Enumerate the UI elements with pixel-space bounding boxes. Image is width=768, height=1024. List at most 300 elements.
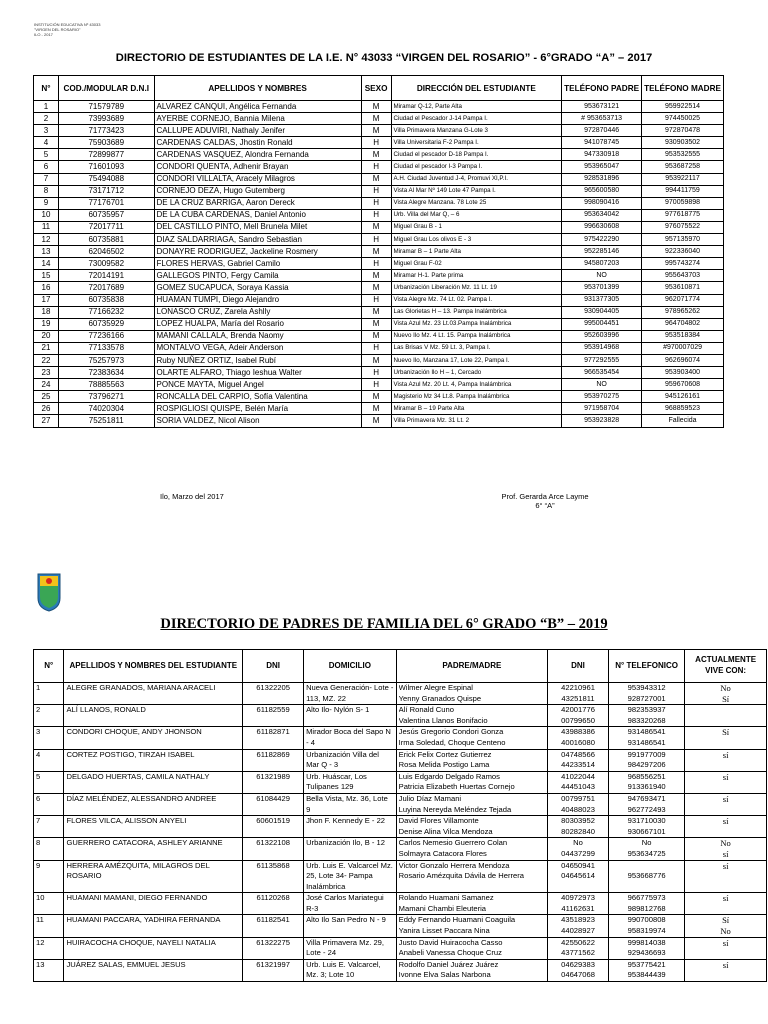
lives-with-cell bbox=[685, 937, 767, 959]
page2-title: DIRECTORIO DE PADRES DE FAMILIA DEL 6° GRADO “B” – 2019 bbox=[160, 616, 608, 632]
parent-dni-cell bbox=[548, 727, 609, 749]
parent-dni-cell bbox=[548, 816, 609, 838]
parent-dni: 43251811 bbox=[561, 693, 595, 703]
table-cell: NO bbox=[562, 379, 642, 391]
lives-with-cell bbox=[685, 893, 767, 915]
parent-name: Ivonne Elva Salas Narbona bbox=[398, 970, 491, 980]
student-dni: 61120268 bbox=[243, 893, 304, 915]
student-dni: 60601519 bbox=[243, 816, 304, 838]
table-cell: 25 bbox=[34, 391, 59, 403]
table-cell: 75251811 bbox=[58, 415, 154, 427]
table-cell: DEL CASTILLO PINTO, Mell Brunela Milet bbox=[154, 221, 361, 233]
row-number: 5 bbox=[34, 771, 64, 793]
column-header: N° TELEFONICO bbox=[609, 650, 685, 683]
table-row bbox=[34, 125, 724, 137]
header-line: ILO - 2017 bbox=[34, 32, 53, 37]
row-number: 6 bbox=[34, 793, 64, 815]
table-cell: ROSPIGLIOSI QUISPE, Belén María bbox=[154, 403, 361, 415]
table-cell: Miguel Grau F-02 bbox=[391, 258, 562, 270]
parent-dni: 41162631 bbox=[561, 903, 595, 913]
table-cell: CONDORI VILLALTA, Aracely Milagros bbox=[154, 173, 361, 185]
student-dni: 61182541 bbox=[243, 915, 304, 937]
table-cell: M bbox=[361, 282, 391, 294]
table-cell: 21 bbox=[34, 342, 59, 354]
table-cell: # 953653713 bbox=[562, 113, 642, 125]
phone-number: 966775973 bbox=[627, 893, 666, 903]
address: Urb. Luis E. Valcarcel, Mz. 3; Lote 10 bbox=[304, 959, 397, 981]
phone-number: 983320268 bbox=[627, 715, 666, 725]
parent-dni: 44028927 bbox=[561, 926, 595, 936]
table-cell: 998090416 bbox=[562, 197, 642, 209]
header-line: "VIRGEN DEL ROSARIO" bbox=[34, 27, 81, 32]
table-cell: H bbox=[361, 234, 391, 246]
table-cell: Vista Al Mar Nº 149 Lote 47 Pampa I. bbox=[391, 185, 562, 197]
column-header: DNI bbox=[243, 650, 304, 683]
table-cell: 945807203 bbox=[562, 258, 642, 270]
student-dni: 61084429 bbox=[243, 793, 304, 815]
row-number: 9 bbox=[34, 860, 64, 893]
column-header: N° bbox=[34, 650, 64, 683]
lives-with bbox=[687, 760, 764, 771]
row-number: 4 bbox=[34, 749, 64, 771]
table-cell: M bbox=[361, 221, 391, 233]
table-cell: Nuevo Ilo, Manzana 17, Lote 22, Pampa I. bbox=[391, 354, 562, 366]
lives-with: sí bbox=[722, 937, 729, 948]
address: Urbanización Villa del Mar Q - 3 bbox=[304, 749, 397, 771]
table-cell: 26 bbox=[34, 403, 59, 415]
table-cell: 77236166 bbox=[58, 330, 154, 342]
table-cell: 6 bbox=[34, 161, 59, 173]
parent-dni-cell bbox=[548, 771, 609, 793]
table-header-row bbox=[34, 650, 767, 683]
row-number: 7 bbox=[34, 816, 64, 838]
column-header: TELÉFONO MADRE bbox=[642, 76, 724, 101]
table-cell: M bbox=[361, 149, 391, 161]
phone-number: 931486541 bbox=[627, 737, 666, 747]
table-cell: 74020304 bbox=[58, 403, 154, 415]
table-cell: 72017711 bbox=[58, 221, 154, 233]
phone-number-cell bbox=[609, 915, 685, 937]
table-cell: 75494088 bbox=[58, 173, 154, 185]
lives-with-cell bbox=[685, 749, 767, 771]
table-row bbox=[34, 282, 724, 294]
table-row bbox=[34, 161, 724, 173]
lives-with bbox=[687, 871, 764, 882]
address: José Carlos Mariategui R-3 bbox=[304, 893, 397, 915]
page1-title: DIRECTORIO DE ESTUDIANTES DE LA I.E. N° 43033 “VIRGEN DEL ROSARIO” - 6°GRADO “A” – 2017 bbox=[115, 52, 653, 64]
parent-dni: 40016080 bbox=[561, 737, 595, 747]
row-number: 10 bbox=[34, 893, 64, 915]
table-cell: 72383634 bbox=[58, 367, 154, 379]
parent-name-cell bbox=[396, 893, 547, 915]
table-cell: 931377305 bbox=[562, 294, 642, 306]
table-cell: 71579789 bbox=[58, 101, 154, 113]
lives-with: sí bbox=[722, 959, 729, 970]
parent-name-cell bbox=[396, 816, 547, 838]
table-cell: 970059898 bbox=[642, 197, 724, 209]
lives-with-cell bbox=[685, 816, 767, 838]
parent-name: Wilmer Alegre Espinal bbox=[398, 683, 473, 692]
table-cell: NO bbox=[562, 270, 642, 282]
table-cell: 977292555 bbox=[562, 354, 642, 366]
table-cell: H bbox=[361, 258, 391, 270]
lives-with-cell bbox=[685, 771, 767, 793]
table-cell: 953970275 bbox=[562, 391, 642, 403]
table-cell: 977618775 bbox=[642, 209, 724, 221]
lives-with: sí bbox=[722, 749, 729, 760]
table-cell: 953914968 bbox=[562, 342, 642, 354]
student-name: HUAMANI PACCARA, YADHIRA FERNANDA bbox=[64, 915, 243, 937]
parent-dni: No bbox=[573, 838, 583, 848]
table-cell: MONTALVO VEGA, Adeir Anderson bbox=[154, 342, 361, 354]
table-cell: 957135970 bbox=[642, 234, 724, 246]
table-row bbox=[34, 727, 767, 749]
table-cell: Miguel Grau Los olivos E - 3 bbox=[391, 234, 562, 246]
table-cell: CORNEJO DEZA, Hugo Gutemberg bbox=[154, 185, 361, 197]
table-cell: Miramar Q-12, Parte Alta bbox=[391, 101, 562, 113]
phone-number bbox=[611, 861, 682, 872]
row-number: 1 bbox=[34, 683, 64, 705]
table-cell: 73009582 bbox=[58, 258, 154, 270]
phone-number-cell bbox=[609, 838, 685, 860]
phone-number-cell bbox=[609, 816, 685, 838]
phone-number-cell bbox=[609, 959, 685, 981]
table-header-row bbox=[34, 76, 724, 101]
table-cell: 952603996 bbox=[562, 330, 642, 342]
parent-dni: 04629383 bbox=[561, 959, 595, 969]
lives-with bbox=[687, 716, 764, 727]
parent-name-cell bbox=[396, 771, 547, 793]
table-cell: 1 bbox=[34, 101, 59, 113]
parent-dni: 40972973 bbox=[561, 893, 595, 903]
row-number: 2 bbox=[34, 705, 64, 727]
table-row bbox=[34, 185, 724, 197]
table-cell: M bbox=[361, 270, 391, 282]
lives-with: sí bbox=[722, 860, 729, 871]
place-date: Ilo, Marzo del 2017 bbox=[160, 492, 224, 501]
address: Alto Ilo San Pedro N - 9 bbox=[304, 915, 397, 937]
table-cell: 995743274 bbox=[642, 258, 724, 270]
lives-with-cell bbox=[685, 705, 767, 727]
table-cell: M bbox=[361, 113, 391, 125]
table-row bbox=[34, 937, 767, 959]
table-cell: M bbox=[361, 246, 391, 258]
row-number: 3 bbox=[34, 727, 64, 749]
table-cell: 953701399 bbox=[562, 282, 642, 294]
table-row bbox=[34, 354, 724, 366]
table-row bbox=[34, 367, 724, 379]
lives-with-cell bbox=[685, 959, 767, 981]
table-cell: 20 bbox=[34, 330, 59, 342]
parent-name: Julio Díaz Mamani bbox=[398, 793, 462, 803]
address: Mirador Boca del Sapo N - 4 bbox=[304, 727, 397, 749]
table-cell: H bbox=[361, 367, 391, 379]
table-cell: Villa Primavera Mz. 31 Lt. 2 bbox=[391, 415, 562, 427]
parent-name: Rodolfo Daniel Juárez Juárez bbox=[398, 959, 499, 969]
table-cell: 24 bbox=[34, 379, 59, 391]
table-cell: 78885563 bbox=[58, 379, 154, 391]
phone-number: 968556251 bbox=[627, 771, 666, 781]
parent-name: Mamani Chambi Eleuteria bbox=[398, 903, 487, 913]
table-cell: 71773423 bbox=[58, 125, 154, 137]
phone-number-cell bbox=[609, 705, 685, 727]
parent-name: Luis Edgardo Delgado Ramos bbox=[398, 771, 500, 781]
lives-with: sí bbox=[722, 771, 729, 782]
phone-number: 990700808 bbox=[627, 915, 666, 925]
parent-name: Rosa Melida Postigo Lama bbox=[398, 760, 490, 770]
table-cell: 964704802 bbox=[642, 318, 724, 330]
phone-number-cell bbox=[609, 893, 685, 915]
table-cell: H bbox=[361, 161, 391, 173]
phone-number-cell bbox=[609, 727, 685, 749]
table-row bbox=[34, 771, 767, 793]
parent-dni-cell bbox=[548, 959, 609, 981]
table-cell: H bbox=[361, 294, 391, 306]
student-dni: 61135868 bbox=[243, 860, 304, 893]
parent-dni-cell bbox=[548, 860, 609, 893]
phone-number: 931710030 bbox=[627, 816, 666, 826]
student-dni: 61322205 bbox=[243, 683, 304, 705]
student-dni: 61322275 bbox=[243, 937, 304, 959]
table-cell: M bbox=[361, 318, 391, 330]
lives-with-cell bbox=[685, 915, 767, 937]
table-cell: 930903502 bbox=[642, 137, 724, 149]
phone-number: 913361940 bbox=[627, 782, 666, 792]
table-row bbox=[34, 379, 724, 391]
table-row bbox=[34, 749, 767, 771]
parent-name-cell bbox=[396, 727, 547, 749]
address: Nueva Generación- Lote - 113, MZ. 22 bbox=[304, 683, 397, 705]
table-cell: OLARTE ALFARO, Thiago Ieshua Walter bbox=[154, 367, 361, 379]
table-cell: GOMEZ SUCAPUCA, Soraya Kassia bbox=[154, 282, 361, 294]
parent-name: Yenny Granados Quispe bbox=[398, 693, 482, 703]
lives-with: Sí bbox=[722, 693, 730, 704]
table-row bbox=[34, 113, 724, 125]
table-cell: 2 bbox=[34, 113, 59, 125]
table-cell: 10 bbox=[34, 209, 59, 221]
table-cell: Las Glorietas H – 13. Pampa Inalámbrica bbox=[391, 306, 562, 318]
lives-with: No bbox=[720, 838, 731, 849]
student-dni: 61182871 bbox=[243, 727, 304, 749]
table-cell: 945126161 bbox=[642, 391, 724, 403]
table-cell: 953532555 bbox=[642, 149, 724, 161]
parent-name-cell bbox=[396, 959, 547, 981]
table-cell: Urbanización Ilo H – 1, Cercado bbox=[391, 367, 562, 379]
table-cell: 17 bbox=[34, 294, 59, 306]
table-cell: 965600580 bbox=[562, 185, 642, 197]
phone-number-cell bbox=[609, 937, 685, 959]
table-cell: 77176701 bbox=[58, 197, 154, 209]
column-header: DIRECCIÓN DEL ESTUDIANTE bbox=[391, 76, 562, 101]
table-cell: Miguel Grau B - 1 bbox=[391, 221, 562, 233]
table-cell: DE LA CRUZ BARRIGA, Aaron Dereck bbox=[154, 197, 361, 209]
table-cell: Vista Alegre Manzana. 78 Lote 25 bbox=[391, 197, 562, 209]
table-cell: CARDENAS VASQUEZ, Alondra Fernanda bbox=[154, 149, 361, 161]
address: Urb. Huáscar, Los Tulipanes 129 bbox=[304, 771, 397, 793]
table-row bbox=[34, 793, 767, 815]
address: Villa Primavera Mz. 29, Lote - 24 bbox=[304, 937, 397, 959]
table-cell: 8 bbox=[34, 185, 59, 197]
lives-with-cell bbox=[685, 860, 767, 893]
table-cell: 19 bbox=[34, 318, 59, 330]
lives-with-cell bbox=[685, 727, 767, 749]
table-row bbox=[34, 342, 724, 354]
table-cell: 73171712 bbox=[58, 185, 154, 197]
table-cell: LONASCO CRUZ, Zarela Ashlly bbox=[154, 306, 361, 318]
table-cell: Vista Azul Mz. 20 Lt. 4, Pampa Inalámbrica bbox=[391, 379, 562, 391]
parent-name: Rosario Amézquita Dávila de Herrera bbox=[398, 871, 524, 881]
table-row bbox=[34, 173, 724, 185]
table-row bbox=[34, 318, 724, 330]
table-cell: 972870446 bbox=[562, 125, 642, 137]
phone-number-cell bbox=[609, 793, 685, 815]
column-header: COD./MODULAR D.N.I bbox=[58, 76, 154, 101]
lives-with-cell bbox=[685, 793, 767, 815]
table-cell: Villa Universitaria F-2 Pampa I. bbox=[391, 137, 562, 149]
parent-name-cell bbox=[396, 683, 547, 705]
table-cell: 18 bbox=[34, 306, 59, 318]
table-cell: 953965047 bbox=[562, 161, 642, 173]
table-cell: 14 bbox=[34, 258, 59, 270]
student-name: CONDORI CHOQUE, ANDY JHONSON bbox=[64, 727, 243, 749]
table-cell: 972870478 bbox=[642, 125, 724, 137]
lives-with bbox=[687, 827, 764, 838]
table-cell: 9 bbox=[34, 197, 59, 209]
table-cell: H bbox=[361, 379, 391, 391]
table-cell: 15 bbox=[34, 270, 59, 282]
student-dni: 61322108 bbox=[243, 838, 304, 860]
phone-number-cell bbox=[609, 860, 685, 893]
table-row bbox=[34, 838, 767, 860]
table-cell: FLORES HERVAS, Gabriel Camilo bbox=[154, 258, 361, 270]
phone-number-cell bbox=[609, 683, 685, 705]
table-cell: 75903689 bbox=[58, 137, 154, 149]
table-cell: Las Brisas V Mz. 59 Lt. 3, Pampa I. bbox=[391, 342, 562, 354]
student-name: HUIRACOCHA CHOQUE, NAYELI NATALIA bbox=[64, 937, 243, 959]
student-name: JUÁREZ SALAS, EMMUEL JESUS bbox=[64, 959, 243, 981]
parent-name-cell bbox=[396, 937, 547, 959]
table-cell: 978965262 bbox=[642, 306, 724, 318]
column-header: PADRE/MADRE bbox=[396, 650, 547, 683]
table-cell: 953923828 bbox=[562, 415, 642, 427]
lives-with: No bbox=[720, 683, 731, 693]
parent-name-cell bbox=[396, 838, 547, 860]
table-cell: 996630608 bbox=[562, 221, 642, 233]
table-row bbox=[34, 221, 724, 233]
table-cell: 7 bbox=[34, 173, 59, 185]
table-cell: LOPEZ HUALPA, María del Rosario bbox=[154, 318, 361, 330]
lives-with bbox=[687, 782, 764, 793]
table-cell: A.H. Ciudad Juventud J-4, Promuvi XI,P.I. bbox=[391, 173, 562, 185]
student-name: FLORES VILCA, ALISSON ANYELI bbox=[64, 816, 243, 838]
column-header: DOMICILIO bbox=[304, 650, 397, 683]
table-cell: M bbox=[361, 125, 391, 137]
table-cell: M bbox=[361, 354, 391, 366]
table-cell: 974450025 bbox=[642, 113, 724, 125]
phone-number: 931486541 bbox=[627, 727, 666, 737]
lives-with bbox=[687, 970, 764, 981]
parents-table bbox=[33, 649, 767, 982]
table-cell: M bbox=[361, 403, 391, 415]
table-row bbox=[34, 306, 724, 318]
parent-name: Patricia Elizabeth Huertas Cornejo bbox=[398, 782, 515, 792]
phone-number: 982353937 bbox=[627, 705, 666, 715]
address: Urb. Luis E. Valcarcel Mz. 25, Lote 34- Pampa Inalámbrica bbox=[304, 860, 397, 893]
parent-name: Irma Soledad, Choque Centeno bbox=[398, 737, 506, 747]
table-cell: DE LA CUBA CARDENAS, Daniel Antonio bbox=[154, 209, 361, 221]
table-cell: GALLEGOS PINTO, Fergy Camila bbox=[154, 270, 361, 282]
table-cell: H bbox=[361, 197, 391, 209]
phone-number-cell bbox=[609, 771, 685, 793]
parent-name: David Flores Villamonte bbox=[398, 816, 479, 826]
row-number: 11 bbox=[34, 915, 64, 937]
table-row bbox=[34, 149, 724, 161]
table-cell: Ruby NUÑEZ ORTIZ, Isabel Rubí bbox=[154, 354, 361, 366]
table-cell: 27 bbox=[34, 415, 59, 427]
table-cell: 60735957 bbox=[58, 209, 154, 221]
student-name: HUAMANI MAMANI, DIEGO FERNANDO bbox=[64, 893, 243, 915]
table-cell: 953687258 bbox=[642, 161, 724, 173]
phone-number: 999814038 bbox=[627, 937, 666, 947]
table-cell: 72899877 bbox=[58, 149, 154, 161]
table-row bbox=[34, 330, 724, 342]
parent-name: Carlos Nemesio Guerrero Colan bbox=[398, 838, 508, 848]
phone-number-cell bbox=[609, 749, 685, 771]
parent-dni-cell bbox=[548, 683, 609, 705]
parent-dni: 00799650 bbox=[561, 715, 595, 725]
lives-with: sí bbox=[722, 893, 729, 904]
parent-name: Luyina Nereyda Meléndez Tejada bbox=[398, 804, 512, 814]
signature-block bbox=[490, 492, 600, 510]
table-cell: 73993689 bbox=[58, 113, 154, 125]
student-dni: 61182869 bbox=[243, 749, 304, 771]
parent-name-cell bbox=[396, 749, 547, 771]
table-cell: 23 bbox=[34, 367, 59, 379]
parent-dni: 04650941 bbox=[561, 860, 595, 870]
student-name: CORTEZ POSTIGO, TIRZAH ISABEL bbox=[64, 749, 243, 771]
table-cell: Ciudad el pescador I-3 Pampa I. bbox=[391, 161, 562, 173]
table-cell: Ciudad el pescador D-18 Pampa I. bbox=[391, 149, 562, 161]
table-cell: M bbox=[361, 173, 391, 185]
table-cell: 60735881 bbox=[58, 234, 154, 246]
table-cell: 60735929 bbox=[58, 318, 154, 330]
parent-name: Denise Alina Vilca Mendoza bbox=[398, 826, 493, 836]
parent-name-cell bbox=[396, 705, 547, 727]
table-cell: SORIA VALDEZ, Nicol Alison bbox=[154, 415, 361, 427]
table-cell: Vista Alegre Mz. 74 Lt. 02. Pampa I. bbox=[391, 294, 562, 306]
lives-with-cell bbox=[685, 683, 767, 705]
phone-number: 953634725 bbox=[627, 848, 666, 858]
address: Alto Ilo- Nylón S- 1 bbox=[304, 705, 397, 727]
lives-with: Sí bbox=[722, 915, 730, 926]
table-cell: MAMANI CALLALA, Brenda Naomy bbox=[154, 330, 361, 342]
parent-name-cell bbox=[396, 860, 547, 893]
table-cell: Magisterio Mz 34 Lt.8. Pampa Inalámbrica bbox=[391, 391, 562, 403]
parent-dni: 04437299 bbox=[561, 848, 595, 858]
table-cell: Ciudad el Pescador J-14 Pampa I. bbox=[391, 113, 562, 125]
lives-with: sí bbox=[722, 848, 729, 859]
phone-number: 953943312 bbox=[627, 683, 666, 692]
column-header: APELLIDOS Y NOMBRES bbox=[154, 76, 361, 101]
lives-with bbox=[687, 705, 764, 716]
phone-number: 929436693 bbox=[627, 948, 666, 958]
parent-dni: 42550622 bbox=[561, 937, 595, 947]
table-cell: 959922514 bbox=[642, 101, 724, 113]
table-cell: Miramar H-1. Parte prima bbox=[391, 270, 562, 282]
table-row bbox=[34, 258, 724, 270]
student-dni: 61182559 bbox=[243, 705, 304, 727]
parent-dni-cell bbox=[548, 937, 609, 959]
